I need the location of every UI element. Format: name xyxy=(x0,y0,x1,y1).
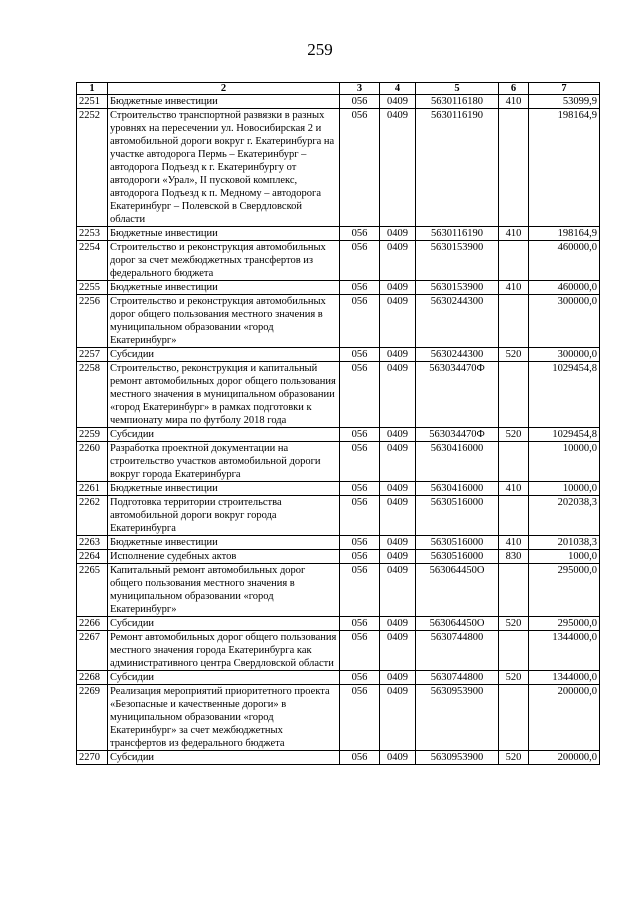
amount-cell: 202038,3 xyxy=(529,496,600,536)
target-article-code-cell: 5630516000 xyxy=(416,536,499,550)
expense-name-cell: Субсидии xyxy=(108,751,340,765)
row-number-cell: 2270 xyxy=(77,751,108,765)
target-article-code-cell: 563034470Ф xyxy=(416,362,499,428)
table-row xyxy=(77,482,600,496)
target-article-code-cell: 5630516000 xyxy=(416,550,499,564)
section-code-cell: 0409 xyxy=(380,428,416,442)
ministry-code-cell: 056 xyxy=(340,550,380,564)
expense-name-cell: Строительство транспортной развязки в разных уровнях на пересечении ул. Новосибирская 2 и автомобильной дороги вокруг г. Екатеринбурга на участке автодорога Пермь – Екатеринбург – автодорога Подъезд к г. Екатеринбургу от автодороги «Урал», II пусковой комплекс, автодорога Подъезд к п. Медному – автодорога Екатеринбург – Полевской в Свердловской области xyxy=(108,109,340,227)
expense-name-cell: Реализация мероприятий приоритетного проекта «Безопасные и качественные дороги» в муниципальном образовании «город Екатеринбург» за счет межбюджетных трансфертов из федерального бюджета xyxy=(108,685,340,751)
table-row xyxy=(77,671,600,685)
section-code-cell: 0409 xyxy=(380,227,416,241)
ministry-code-cell: 056 xyxy=(340,631,380,671)
column-header: 3 xyxy=(340,83,380,95)
ministry-code-cell: 056 xyxy=(340,564,380,617)
expense-name-cell: Бюджетные инвестиции xyxy=(108,227,340,241)
section-code-cell: 0409 xyxy=(380,109,416,227)
row-number-cell: 2263 xyxy=(77,536,108,550)
amount-cell: 1000,0 xyxy=(529,550,600,564)
row-number-cell: 2259 xyxy=(77,428,108,442)
section-code-cell: 0409 xyxy=(380,482,416,496)
target-article-code-cell: 563064450О xyxy=(416,564,499,617)
target-article-code-cell: 5630744800 xyxy=(416,671,499,685)
target-article-code-cell: 5630516000 xyxy=(416,496,499,536)
table-header-row xyxy=(77,83,600,95)
target-article-code-cell: 5630244300 xyxy=(416,295,499,348)
table-row xyxy=(77,227,600,241)
ministry-code-cell: 056 xyxy=(340,751,380,765)
amount-cell: 1344000,0 xyxy=(529,631,600,671)
table-row xyxy=(77,617,600,631)
row-number-cell: 2256 xyxy=(77,295,108,348)
column-header: 2 xyxy=(108,83,340,95)
amount-cell: 1029454,8 xyxy=(529,362,600,428)
amount-cell: 295000,0 xyxy=(529,564,600,617)
expense-name-cell: Подготовка территории строительства автомобильной дороги вокруг города Екатеринбурга xyxy=(108,496,340,536)
column-header: 4 xyxy=(380,83,416,95)
row-number-cell: 2265 xyxy=(77,564,108,617)
target-article-code-cell: 5630153900 xyxy=(416,281,499,295)
section-code-cell: 0409 xyxy=(380,671,416,685)
row-number-cell: 2260 xyxy=(77,442,108,482)
section-code-cell: 0409 xyxy=(380,536,416,550)
table-row xyxy=(77,751,600,765)
expense-type-code-cell xyxy=(499,241,529,281)
expense-type-code-cell xyxy=(499,109,529,227)
table-row xyxy=(77,685,600,751)
section-code-cell: 0409 xyxy=(380,295,416,348)
expense-type-code-cell: 410 xyxy=(499,482,529,496)
expense-name-cell: Субсидии xyxy=(108,428,340,442)
target-article-code-cell: 5630416000 xyxy=(416,442,499,482)
amount-cell: 460000,0 xyxy=(529,241,600,281)
expense-type-code-cell xyxy=(499,362,529,428)
target-article-code-cell: 5630153900 xyxy=(416,241,499,281)
expense-name-cell: Ремонт автомобильных дорог общего пользования местного значения города Екатеринбурга как административного центра Свердловской области xyxy=(108,631,340,671)
section-code-cell: 0409 xyxy=(380,442,416,482)
column-header: 1 xyxy=(77,83,108,95)
section-code-cell: 0409 xyxy=(380,564,416,617)
row-number-cell: 2266 xyxy=(77,617,108,631)
amount-cell: 1344000,0 xyxy=(529,671,600,685)
target-article-code-cell: 5630244300 xyxy=(416,348,499,362)
expense-type-code-cell: 410 xyxy=(499,536,529,550)
table-row xyxy=(77,550,600,564)
column-header: 7 xyxy=(529,83,600,95)
table-row xyxy=(77,631,600,671)
section-code-cell: 0409 xyxy=(380,685,416,751)
row-number-cell: 2268 xyxy=(77,671,108,685)
expense-type-code-cell: 520 xyxy=(499,751,529,765)
section-code-cell: 0409 xyxy=(380,496,416,536)
ministry-code-cell: 056 xyxy=(340,241,380,281)
target-article-code-cell: 5630116180 xyxy=(416,95,499,109)
table-row xyxy=(77,295,600,348)
ministry-code-cell: 056 xyxy=(340,671,380,685)
table-row xyxy=(77,428,600,442)
amount-cell: 300000,0 xyxy=(529,295,600,348)
expense-type-code-cell xyxy=(499,631,529,671)
ministry-code-cell: 056 xyxy=(340,496,380,536)
expense-name-cell: Бюджетные инвестиции xyxy=(108,536,340,550)
expense-name-cell: Бюджетные инвестиции xyxy=(108,281,340,295)
amount-cell: 200000,0 xyxy=(529,751,600,765)
expense-type-code-cell: 410 xyxy=(499,95,529,109)
table-row xyxy=(77,496,600,536)
section-code-cell: 0409 xyxy=(380,281,416,295)
table-row xyxy=(77,109,600,227)
page-number: 259 xyxy=(307,40,333,59)
row-number-cell: 2262 xyxy=(77,496,108,536)
section-code-cell: 0409 xyxy=(380,751,416,765)
row-number-cell: 2258 xyxy=(77,362,108,428)
expense-type-code-cell: 520 xyxy=(499,428,529,442)
expense-name-cell: Бюджетные инвестиции xyxy=(108,482,340,496)
amount-cell: 198164,9 xyxy=(529,227,600,241)
column-header: 5 xyxy=(416,83,499,95)
expense-name-cell: Капитальный ремонт автомобильных дорог общего пользования местного значения в муниципальном образовании «город Екатеринбург» xyxy=(108,564,340,617)
row-number-cell: 2264 xyxy=(77,550,108,564)
expense-type-code-cell xyxy=(499,442,529,482)
amount-cell: 10000,0 xyxy=(529,442,600,482)
expense-type-code-cell: 830 xyxy=(499,550,529,564)
ministry-code-cell: 056 xyxy=(340,428,380,442)
table-row xyxy=(77,241,600,281)
expense-name-cell: Строительство и реконструкция автомобильных дорог за счет межбюджетных трансфертов из федерального бюджета xyxy=(108,241,340,281)
ministry-code-cell: 056 xyxy=(340,95,380,109)
row-number-cell: 2269 xyxy=(77,685,108,751)
amount-cell: 200000,0 xyxy=(529,685,600,751)
amount-cell: 300000,0 xyxy=(529,348,600,362)
section-code-cell: 0409 xyxy=(380,241,416,281)
expense-name-cell: Строительство, реконструкция и капитальный ремонт автомобильных дорог общего пользования местного значения в муниципальном образовании «город Екатеринбург» в рамках подготовки к чемпионату мира по футболу 2018 года xyxy=(108,362,340,428)
target-article-code-cell: 5630953900 xyxy=(416,751,499,765)
expense-type-code-cell: 520 xyxy=(499,617,529,631)
expense-type-code-cell: 520 xyxy=(499,671,529,685)
target-article-code-cell: 5630416000 xyxy=(416,482,499,496)
expense-name-cell: Разработка проектной документации на строительство участков автомобильной дороги вокруг города Екатеринбурга xyxy=(108,442,340,482)
target-article-code-cell: 5630116190 xyxy=(416,109,499,227)
row-number-cell: 2252 xyxy=(77,109,108,227)
table-row xyxy=(77,536,600,550)
ministry-code-cell: 056 xyxy=(340,617,380,631)
amount-cell: 53099,9 xyxy=(529,95,600,109)
target-article-code-cell: 563034470Ф xyxy=(416,428,499,442)
expense-name-cell: Субсидии xyxy=(108,348,340,362)
ministry-code-cell: 056 xyxy=(340,482,380,496)
amount-cell: 10000,0 xyxy=(529,482,600,496)
budget-table xyxy=(76,82,600,765)
ministry-code-cell: 056 xyxy=(340,536,380,550)
ministry-code-cell: 056 xyxy=(340,685,380,751)
ministry-code-cell: 056 xyxy=(340,295,380,348)
expense-name-cell: Бюджетные инвестиции xyxy=(108,95,340,109)
row-number-cell: 2251 xyxy=(77,95,108,109)
row-number-cell: 2261 xyxy=(77,482,108,496)
target-article-code-cell: 563064450О xyxy=(416,617,499,631)
expense-type-code-cell: 410 xyxy=(499,227,529,241)
amount-cell: 198164,9 xyxy=(529,109,600,227)
column-header: 6 xyxy=(499,83,529,95)
expense-name-cell: Исполнение судебных актов xyxy=(108,550,340,564)
amount-cell: 201038,3 xyxy=(529,536,600,550)
ministry-code-cell: 056 xyxy=(340,109,380,227)
expense-name-cell: Субсидии xyxy=(108,671,340,685)
row-number-cell: 2257 xyxy=(77,348,108,362)
expense-type-code-cell: 410 xyxy=(499,281,529,295)
expense-name-cell: Строительство и реконструкция автомобильных дорог общего пользования местного значения в муниципальном образовании «город Екатеринбург» xyxy=(108,295,340,348)
section-code-cell: 0409 xyxy=(380,550,416,564)
target-article-code-cell: 5630953900 xyxy=(416,685,499,751)
row-number-cell: 2254 xyxy=(77,241,108,281)
table-row xyxy=(77,348,600,362)
target-article-code-cell: 5630116190 xyxy=(416,227,499,241)
ministry-code-cell: 056 xyxy=(340,442,380,482)
ministry-code-cell: 056 xyxy=(340,362,380,428)
row-number-cell: 2267 xyxy=(77,631,108,671)
ministry-code-cell: 056 xyxy=(340,227,380,241)
table-row xyxy=(77,362,600,428)
expense-name-cell: Субсидии xyxy=(108,617,340,631)
table-row xyxy=(77,95,600,109)
section-code-cell: 0409 xyxy=(380,362,416,428)
expense-type-code-cell xyxy=(499,496,529,536)
section-code-cell: 0409 xyxy=(380,617,416,631)
expense-type-code-cell xyxy=(499,564,529,617)
row-number-cell: 2253 xyxy=(77,227,108,241)
table-row xyxy=(77,564,600,617)
expense-type-code-cell xyxy=(499,295,529,348)
amount-cell: 1029454,8 xyxy=(529,428,600,442)
section-code-cell: 0409 xyxy=(380,95,416,109)
section-code-cell: 0409 xyxy=(380,348,416,362)
row-number-cell: 2255 xyxy=(77,281,108,295)
expense-type-code-cell xyxy=(499,685,529,751)
section-code-cell: 0409 xyxy=(380,631,416,671)
amount-cell: 460000,0 xyxy=(529,281,600,295)
expense-type-code-cell: 520 xyxy=(499,348,529,362)
ministry-code-cell: 056 xyxy=(340,348,380,362)
target-article-code-cell: 5630744800 xyxy=(416,631,499,671)
table-row xyxy=(77,281,600,295)
table-row xyxy=(77,442,600,482)
ministry-code-cell: 056 xyxy=(340,281,380,295)
amount-cell: 295000,0 xyxy=(529,617,600,631)
